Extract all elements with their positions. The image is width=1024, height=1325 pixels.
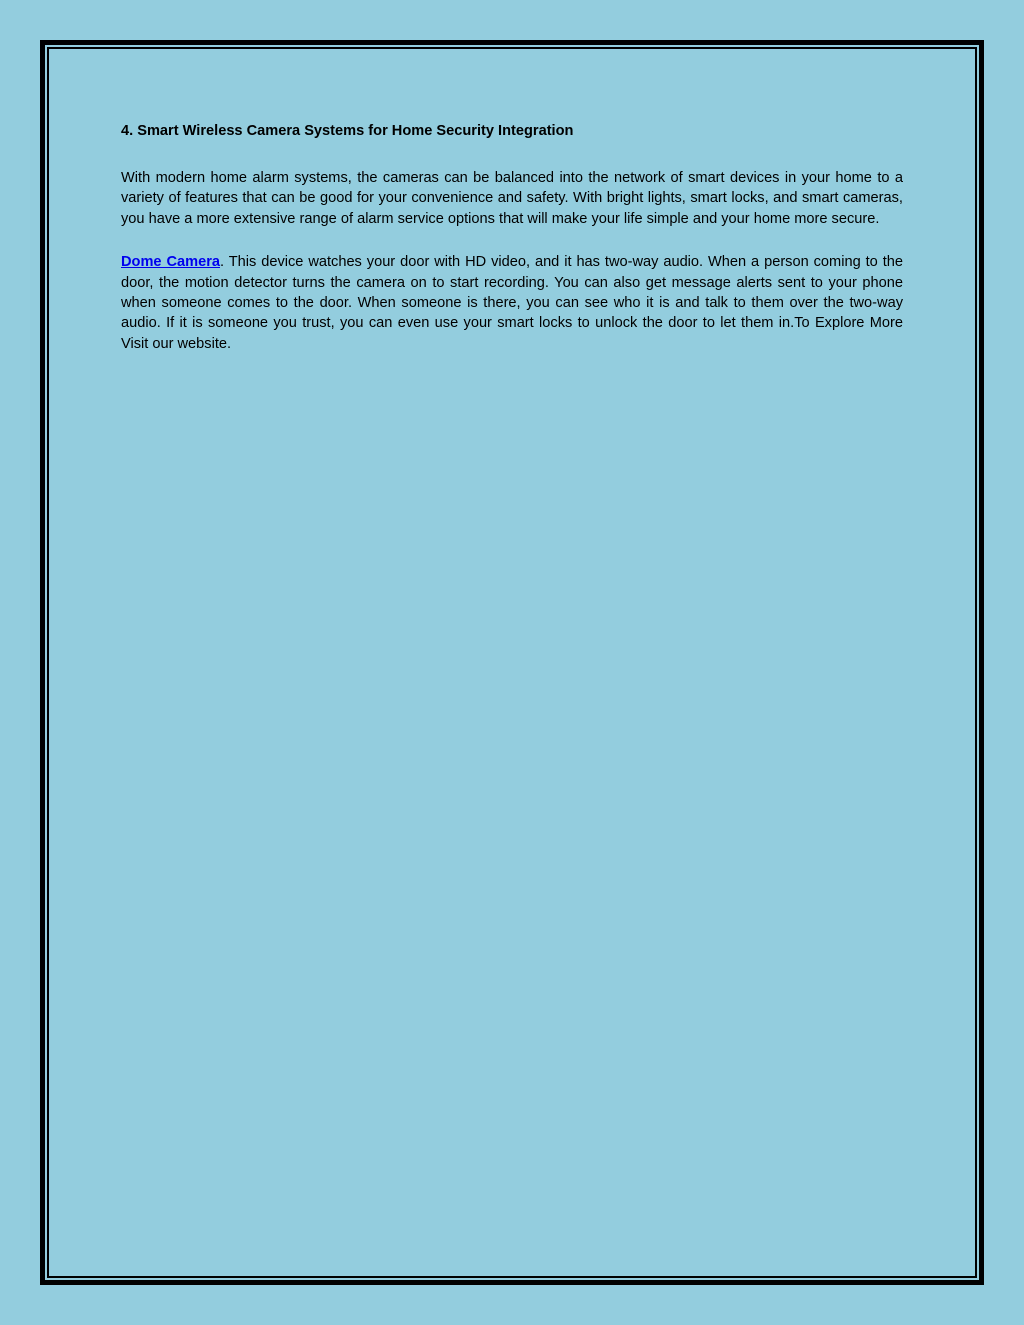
dome-camera-paragraph	[121, 252, 903, 354]
dome-camera-description: . This device watches your door with HD video, and it has two-way audio. When a person coming to the door, the motion detector turns the camera on to start recording. You can also get message alerts sent to your phone when someone comes to the door. When someone is there, you can see who it is and talk to them over the two-way audio. If it is someone you trust, you can even use your smart locks to unlock the door to let them in.To Explore More Visit our website.	[121, 254, 903, 352]
section-heading: 4. Smart Wireless Camera Systems for Home Security Integration	[121, 123, 574, 139]
document-body	[121, 118, 903, 354]
dome-camera-link[interactable]: Dome Camera	[121, 254, 221, 271]
intro-paragraph: With modern home alarm systems, the cameras can be balanced into the network of smart devices in your home to a variety of features that can be good for your convenience and safety. With bright lights, smart locks, and smart cameras, you have a more extensive range of alarm service options that will make your life simple and your home more secure.	[121, 170, 903, 227]
